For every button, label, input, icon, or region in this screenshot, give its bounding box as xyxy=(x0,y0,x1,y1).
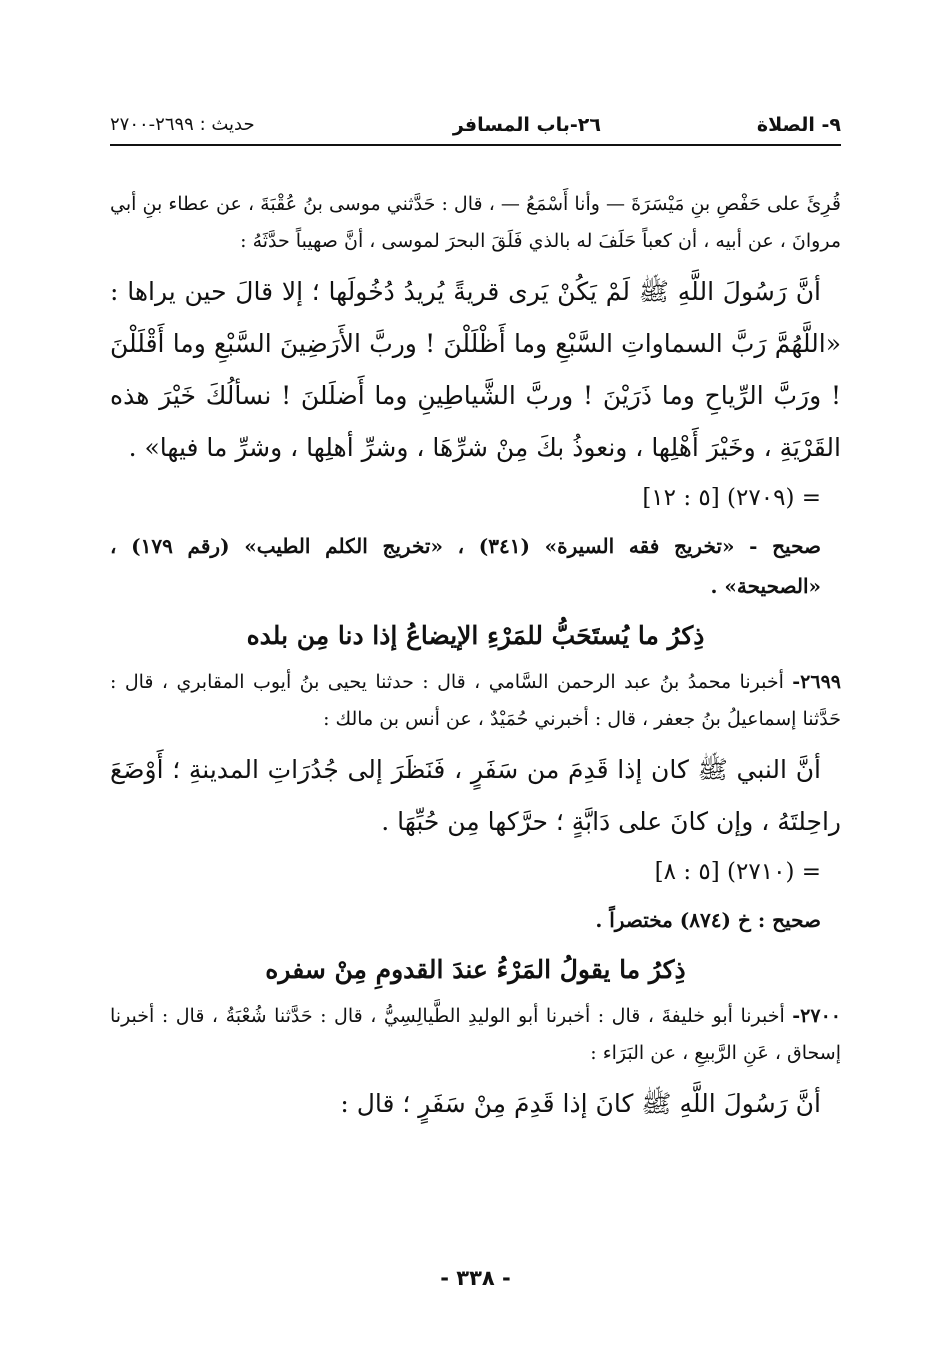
hadith-number: ٢٦٩٩- xyxy=(792,671,841,693)
isnad-text: قُرِئَ على حَفْصِ بنِ مَيْسَرَةَ — وأنا أَسْمَعُ — ، قال : حَدَّثني موسى بنُ عُقْبَةَ ، عن عطاء بنِ أبي مروانَ ، عن أبيه ، أن كعباً حَلَفَ له بالذي فَلَقَ البحرَ لموسى ، أنَّ صهيباً حدَّثَهُ : xyxy=(110,193,841,252)
cross-reference: = (٢٧١٠) [٥ : ٨] xyxy=(654,859,821,885)
running-header xyxy=(110,108,841,146)
isnad-text: أخبرنا أبو خليفةَ ، قال : أخبرنا أبو الوليدِ الطَّيالِسِيُّ ، قال : حَدَّثنا شُعْبَةُ ، قال : أخبرنا إسحاق ، عَنِ الرَّبيعِ ، عن البَرَاء : xyxy=(110,1005,841,1064)
hadith-number: ٢٧٠٠- xyxy=(792,1005,841,1027)
isnad-paragraph xyxy=(110,664,841,738)
section-title: ٢٦-باب المسافر xyxy=(452,114,601,136)
hadith-range: حديث : ٢٦٩٩-٢٧٠٠ xyxy=(110,114,255,135)
book-chapter: ٩- الصلاة xyxy=(756,114,841,136)
hadith-text: أنَّ رَسُولَ اللَّهِ ﷺ لَمْ يَكُنْ يَرى قريةً يُريدُ دُخُولَها ؛ إلا قالَ حين يراها : «اللَّهُمَّ رَبَّ السماواتِ السَّبْعِ وما أَظْلَلْنَ ! وربَّ الأَرَضِينَ السَّبْعِ وما أَقْلَلْنَ ! ورَبَّ الرِّياحِ وما ذَرَيْنَ ! وربَّ الشَّياطِينِ وما أَضلَلنَ ! نسألُكَ خَيْرَ هذه القَرْيَةِ ، وخَيْرَ أَهْلِها ، ونعوذُ بكَ مِنْ شرِّهَا ، وشرِّ أهلِها ، وشرِّ ما فيها» . xyxy=(110,277,841,462)
page-number: - ٣٣٨ - xyxy=(440,1266,511,1290)
cross-reference: = (٢٧٠٩) [٥ : ١٢] xyxy=(642,485,821,511)
isnad-paragraph xyxy=(110,998,841,1072)
isnad-text: أخبرنا محمدُ بنُ عبد الرحمن السَّامي ، قال : حدثنا يحيى بنُ أيوب المقابري ، قال : حَدَّثنا إسماعيلُ بنُ جعفر ، قال : أخبرني حُمَيْدٌ ، عن أنس بن مالك : xyxy=(110,671,841,730)
chapter-heading: ذِكرُ ما يُستَحَبُّ للمَرْءِ الإيضاعُ إذا دنا مِن بلده xyxy=(246,621,705,650)
grading-note: صحيح : خ (٨٧٤) مختصراً . xyxy=(595,908,821,932)
chapter-heading: ذِكرُ ما يقولُ المَرْءُ عندَ القدومِ مِنْ سفره xyxy=(265,955,686,984)
hadith-text: أنَّ رَسُولَ اللَّهِ ﷺ كانَ إذا قَدِمَ مِنْ سَفَرٍ ؛ قال : xyxy=(340,1089,821,1118)
page-body xyxy=(110,186,841,1130)
hadith-text: أنَّ النبي ﷺ كان إذا قَدِمَ من سَفَرٍ ، فَنَظَرَ إلى جُدُرَاتِ المدينةِ ؛ أَوْضَعَ راحِلتَهُ ، وإن كانَ على دَابَّةٍ ؛ حرَّكها مِن حُبِّهَا . xyxy=(110,755,841,836)
grading-note: صحيح - «تخريج فقه السيرة» (٣٤١) ، «تخريج الكلم الطيب» (رقم ١٧٩) ، «الصحيحة» . xyxy=(110,534,821,598)
